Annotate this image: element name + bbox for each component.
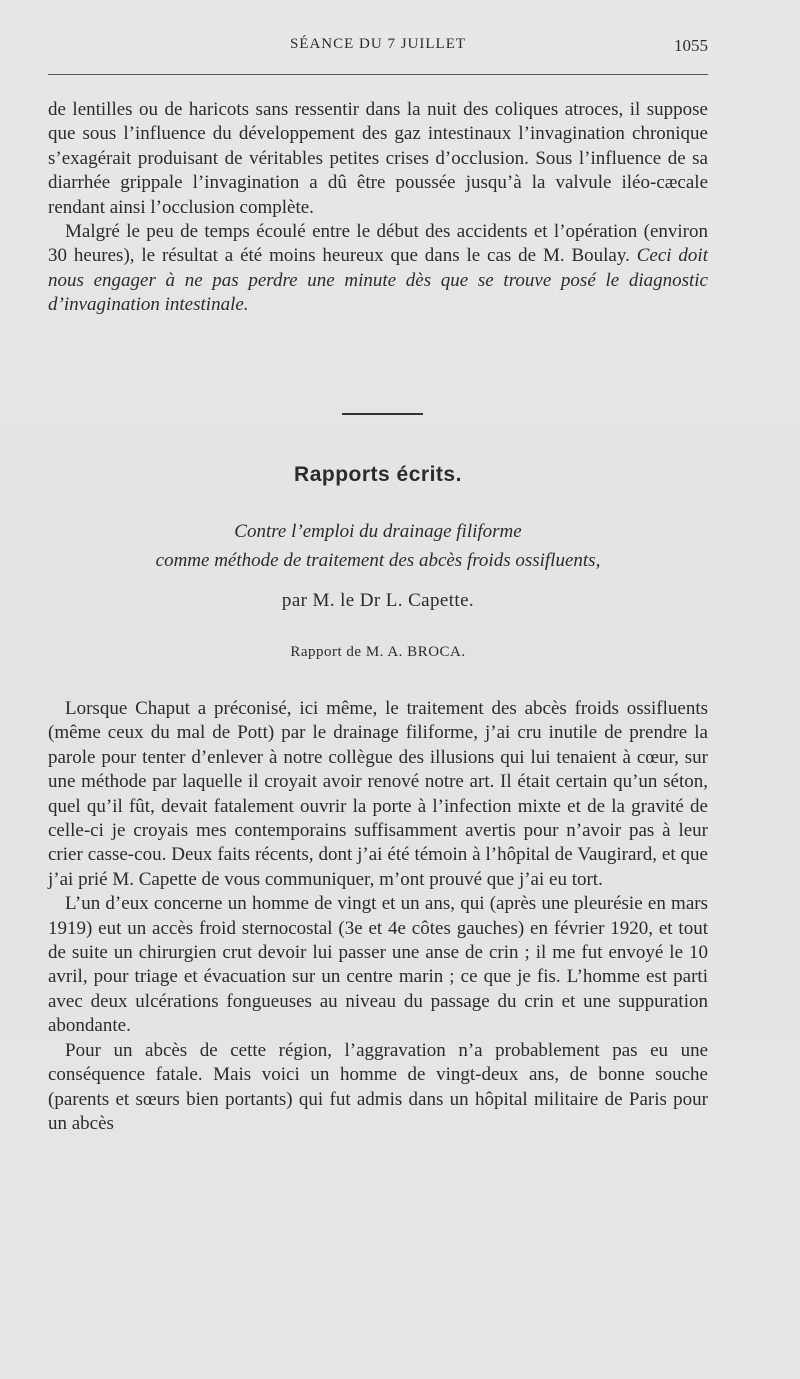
paragraph: Lorsque Chaput a préconisé, ici même, le traitement des abcès froids ossifluents (même ceux du mal de Pott) par le drainage filiforme, j’ai cru inutile de prendre la parole pour tenter d’enlever à notre collègue des illusions qui lui tenaient à cœur, sur une méthode par laquelle il croyait avoir renové notre art. Il était certain qu’un séton, quel qu’il fût, devait fatalement ouvrir la porte à l’infection mixte et de la gravité de celle-ci je croyais mes contemporains suffisamment avertis pour n’avoir pas à leur crier casse-cou. Deux faits récents, dont j’ai été témoin à l’hôpital de Vaugirard, et que j’ai prié M. Capette de vous communiquer, m’ont prouvé que j’ai eu tort. bbox=[48, 698, 708, 890]
paragraph-italic-text: Ceci doit nous engager à ne pas perdre une minute dès que se trouve posé le diagnostic d’invagination intestinale. bbox=[48, 245, 708, 316]
paragraph-text: Malgré le peu de temps écoulé entre le début des accidents et l’opération (environ 30 heures), le résultat a été moins heureux que dans le cas de M. Boulay. bbox=[48, 221, 708, 267]
rapporteur-line: Rapport de M. A. BROCA. bbox=[290, 644, 466, 660]
paragraph: de lentilles ou de haricots sans ressentir dans la nuit des coliques atroces, il suppose que sous l’influence du développement des gaz intestinaux l’invagination chronique s’exagérait produisant de véritables petites crises d’occlusion. Sous l’influence de sa diarrhée grippale l’invagination a dû être poussée jusqu’à la valvule iléo-cæcale rendant ainsi l’occlusion complète. bbox=[48, 99, 708, 218]
running-head-title: SÉANCE DU 7 JUILLET bbox=[289, 36, 467, 52]
section-heading: Rapports écrits. bbox=[294, 463, 462, 486]
paragraph: L’un d’eux concerne un homme de vingt et un ans, qui (après une pleurésie en mars 1919) eut un accès froid sternocostal (3e et 4e côtes gauches) en février 1920, et tout de suite un chirurgien crut devoir lui passer une anse de crin ; il me fut envoyé le 10 avril, pour triage et évacuation sur un centre marin ; ce que je fis. L’homme est parti avec deux ulcérations fongueuses au niveau du passage du crin et une suppuration abondante. bbox=[48, 893, 708, 1037]
section-separator-rule bbox=[342, 413, 423, 415]
paragraph bbox=[48, 220, 708, 318]
text-block-continuation bbox=[48, 98, 708, 318]
header-rule bbox=[48, 74, 708, 75]
page-number: 1055 bbox=[674, 36, 708, 55]
report-title-line-1: Contre l’emploi du drainage filiforme bbox=[234, 521, 522, 542]
paragraph: Pour un abcès de cette région, l’aggravation n’a probablement pas eu une conséquence fatale. Mais voici un homme de vingt-deux ans, de bonne souche (parents et sœurs bien portants) qui fut admis dans un hôpital militaire de Paris pour un abcès bbox=[48, 1039, 708, 1134]
report-title-line-2: comme méthode de traitement des abcès froids ossifluents, bbox=[155, 550, 601, 571]
running-head bbox=[48, 36, 708, 58]
author-byline: par M. le Dr L. Capette. bbox=[281, 590, 475, 611]
report-body bbox=[48, 697, 708, 1136]
